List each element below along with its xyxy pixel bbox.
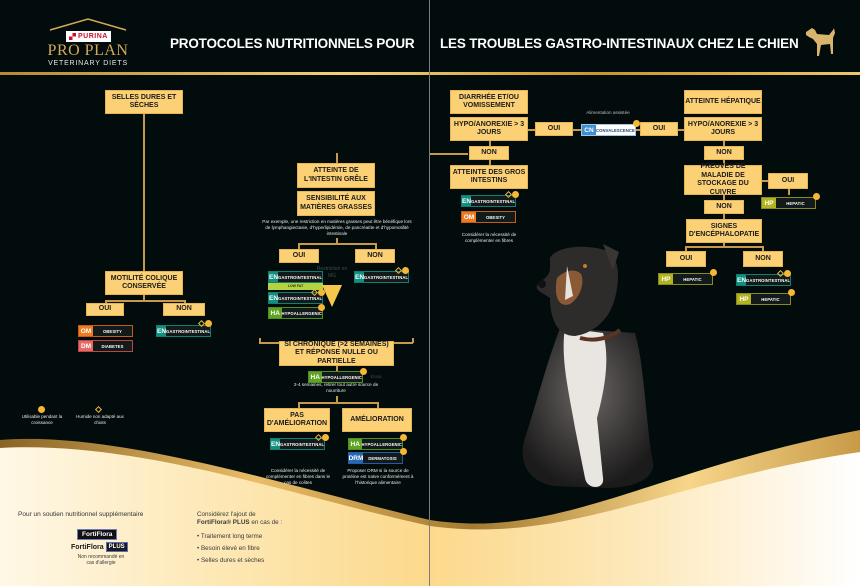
assisted-feeding-label: Alimentation assistée: [586, 110, 630, 115]
box-cuivre: PREUVES DE MALADIE DE STOCKAGE DU CUIVRE: [684, 165, 762, 195]
connector: [430, 153, 468, 155]
growth-dot-icon: [400, 434, 407, 441]
improvement-note: Proposer DRM si la source de protéine est naïve conformément à l'historique alimentaire: [342, 468, 414, 486]
support-title: Pour un soutien nutritionnel supplémentaire: [18, 511, 144, 518]
box-oui: OUI: [535, 122, 573, 136]
purina-badge: PURINA: [66, 31, 111, 42]
chronic-note: 2-4 semaines, retirer tout autre source de nourriture: [293, 382, 379, 394]
growth-dot-icon: [360, 368, 367, 375]
box-motilite: MOTILITÉ COLIQUE CONSERVÉE: [105, 271, 183, 295]
box-hypo-anorexie: HYPO/ANOREXIE > 3 JOURS: [684, 117, 762, 141]
fortiflora-logo: FortiFlora: [77, 529, 117, 540]
restriction-arrow-icon: [322, 285, 342, 307]
legend-diamond-text: Humide non adapté aux chiots: [76, 414, 124, 426]
restriction-label: Restriction en MG: [316, 266, 348, 279]
growth-dot-icon: [633, 120, 640, 127]
legend-dot-text: Utilisable pendant la croissance: [21, 414, 63, 426]
connector: [336, 153, 338, 163]
allergy-note: Non recommandé en cas d'allergie: [77, 554, 125, 567]
product-gastrointestinal: EN GASTROINTESTINAL: [461, 195, 516, 207]
connector: [393, 342, 413, 344]
product-obesity: OM OBESITY: [461, 211, 516, 223]
growth-dot-icon: [205, 320, 212, 327]
box-oui: OUI: [279, 249, 319, 263]
growth-dot-icon: [784, 270, 791, 277]
logo-pro-plan: PRO PLAN: [47, 42, 129, 59]
box-sensibilite: SENSIBILITÉ AUX MATIÈRES GRASSES: [297, 191, 375, 216]
box-non: NON: [704, 146, 744, 160]
bullet-item: • Besoin élevé en fibre: [197, 545, 260, 552]
growth-dot-icon: [788, 289, 795, 296]
product-obesity: OM OBESITY: [78, 325, 133, 337]
product-hepatic: HP HEPATIC: [736, 293, 791, 305]
no-improvement-note: Considérer la nécessité de complémenter en fibres dans le cas de colites: [265, 468, 331, 486]
connector: [105, 300, 185, 302]
product-dermatosis: DRM DERMATOSIS: [348, 452, 403, 464]
product-gastrointestinal: EN GASTROINTESTINAL: [736, 274, 791, 286]
box-atteinte-hepatique: ATTEINTE HÉPATIQUE: [684, 90, 762, 114]
box-oui: OUI: [768, 173, 808, 189]
legend-dot-icon: [38, 406, 45, 413]
product-hypoallergenic: HA HYPOALLERGENIC: [268, 307, 323, 319]
box-hypo-anorexie: HYPO/ANOREXIE > 3 JOURS: [450, 117, 528, 141]
essai-label: Essai: [370, 374, 382, 379]
box-non: NON: [355, 249, 395, 263]
product-gastrointestinal: EN GASTROINTESTINAL: [268, 292, 323, 304]
box-selles-dures: SELLES DURES ET SÈCHES: [105, 90, 183, 114]
product-gastrointestinal-low-fat: EN GASTROINTESTINAL: [268, 271, 323, 283]
bullet-item: • Selles dures et sèches: [197, 557, 265, 564]
connector: [412, 338, 414, 343]
page-title-right: LES TROUBLES GASTRO-INTESTINAUX CHEZ LE CHIEN: [440, 36, 799, 51]
large-intestine-note: Considérer la nécessité de complémenter en fibres: [461, 232, 517, 244]
low-fat-label: LOW FAT: [268, 283, 323, 290]
growth-dot-icon: [322, 434, 329, 441]
connector: [298, 243, 376, 245]
growth-dot-icon: [400, 448, 407, 455]
box-diarrhee: DIARRHÉE ET/OU VOMISSEMENT: [450, 90, 528, 114]
growth-dot-icon: [512, 191, 519, 198]
box-non: NON: [743, 251, 783, 267]
box-oui: OUI: [666, 251, 706, 267]
box-intestin-grele: ATTEINTE DE L'INTESTIN GRÊLE: [297, 163, 375, 188]
box-amelioration: AMÉLIORATION: [342, 408, 412, 432]
connector: [298, 402, 378, 404]
header-gold-line: [0, 72, 860, 75]
product-hypoallergenic: HA HYPOALLERGENIC: [348, 438, 403, 450]
product-hepatic: HP HEPATIC: [761, 197, 816, 209]
box-si-chronique: SI CHRONIQUE (>2 SEMAINES) ET RÉPONSE NULLE OU PARTIELLE: [279, 341, 394, 366]
consider-text: Considérez l'ajout de FortiFlora® PLUS en cas de :: [197, 511, 283, 526]
connector: [685, 246, 763, 248]
growth-dot-icon: [402, 267, 409, 274]
bullet-item: • Traitement long terme: [197, 533, 263, 540]
product-hypoallergenic: HA HYPOALLERGENIC: [308, 371, 363, 383]
box-gros-intestins: ATTEINTE DES GROS INTESTINS: [450, 165, 528, 189]
fortiflora-plus-logo: FortiFlora PLUS: [71, 542, 128, 552]
connector: [573, 129, 581, 131]
product-hepatic: HP HEPATIC: [658, 273, 713, 285]
growth-dot-icon: [710, 269, 717, 276]
connector: [788, 189, 790, 195]
page-title-left: PROTOCOLES NUTRITIONNELS POUR: [170, 36, 415, 51]
box-pas-amelioration: PAS D'AMÉLIORATION: [264, 408, 330, 432]
product-diabetes: DM DIABETES: [78, 340, 133, 352]
logo-veterinary-diets: VETERINARY DIETS: [48, 60, 128, 67]
page-fold: [429, 0, 430, 586]
product-gastrointestinal: EN GASTROINTESTINAL: [156, 325, 211, 337]
connector: [259, 342, 279, 344]
product-gastrointestinal: EN GASTROINTESTINAL: [354, 271, 409, 283]
growth-dot-icon: [318, 304, 325, 311]
fat-note: Par exemple, une restriction en matières grasses peut être bénéfique lors de lymphangiectasie, d'hyperlipidémie, de pancréatite et d'hypomotilité intestinale: [262, 219, 412, 236]
box-oui: OUI: [640, 122, 678, 136]
box-oui: OUI: [86, 303, 124, 316]
growth-dot-icon: [813, 193, 820, 200]
box-non: NON: [704, 200, 744, 214]
product-gastrointestinal: EN GASTROINTESTINAL: [270, 438, 325, 450]
product-convalescence: CN CONVALESCENCE: [581, 124, 636, 136]
australian-shepherd-photo: [495, 238, 665, 500]
box-non: NON: [469, 146, 509, 160]
growth-dot-icon: [318, 289, 325, 296]
connector: [143, 114, 145, 271]
box-encephalopathie: SIGNES D'ENCÉPHALOPATIE: [686, 219, 762, 243]
box-non: NON: [163, 303, 205, 316]
